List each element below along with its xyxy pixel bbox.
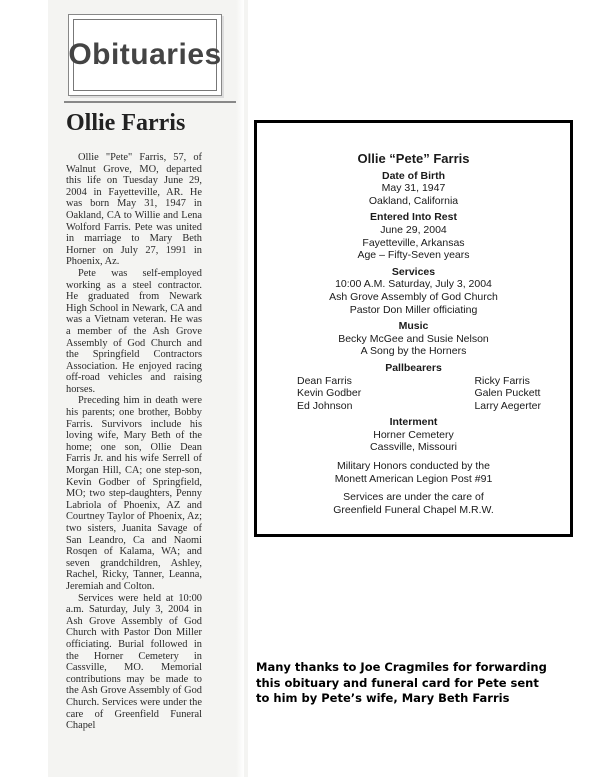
services-time: 10:00 A.M. Saturday, July 3, 2004 xyxy=(335,278,492,291)
age-line: Age – Fifty-Seven years xyxy=(357,249,470,262)
obituaries-header-box xyxy=(68,14,222,96)
rest-place: Fayetteville, Arkansas xyxy=(362,236,465,249)
obituary-paragraph: Services were held at 10:00 a.m. Saturday, July 3, 2004 in Ash Grove Assembly of God Church with Pastor Don Miller officiating. Burial followed in the Horner Cemetery in Cassville, MO. Memorial contributions may be made to the Ash Grove Assembly of God Church. Services were under the care of Greenfield Funeral Chapel xyxy=(66,592,202,732)
pallbearers-right-column xyxy=(474,375,541,413)
obituary-paragraph: Pete was self-employed working as a steel contractor. He graduated from Newark High School in Newark, CA and was a Vietnam veteran. He was a member of the Ash Grove Assembly of God Church and the Springfield Contractors Association. He enjoyed racing off-road vehicles and raising horses. xyxy=(66,267,202,395)
obituary-text xyxy=(66,152,202,732)
thanks-line: this obituary and funeral card for Pete sent xyxy=(256,675,539,690)
thanks-line: Many thanks to Joe Cragmiles for forwarding xyxy=(256,660,547,674)
pallbearer: Larry Aegerter xyxy=(474,399,541,412)
pallbearers-left-column xyxy=(297,375,361,413)
pallbearer: Galen Puckett xyxy=(474,387,541,400)
honors-line: Military Honors conducted by the xyxy=(337,460,490,473)
care-line: Services are under the care of xyxy=(343,491,484,504)
obituaries-header: Obituaries xyxy=(68,38,222,71)
obituary-paragraph: Preceding him in death were his parents; one brother, Bobby Farris. Survivors include his loving wife, Mary Beth of the home; one son, Ollie Dean Farris Jr. and his wife Serrell of Morgan Hill, CA; one step-son, Kevin Godber of Springfield, MO; two step-daughters, Penny Labriola of Phoenix, AZ and Courtney Taylor of Phoenix, Az; two sisters, Juanita Savage of San Leandro, Ca and Naomi Rosqen of Kalama, WA; and seven grandchildren, Ashley, Rachel, Ricky, Tanner, Leanna, Jeremiah and Colton. xyxy=(66,395,202,592)
music-line: Becky McGee and Susie Nelson xyxy=(338,332,489,345)
rest-date: June 29, 2004 xyxy=(380,223,447,236)
pallbearers-heading: Pallbearers xyxy=(385,361,442,374)
interment-heading: Interment xyxy=(389,416,438,429)
birth-place: Oakland, California xyxy=(368,194,459,207)
pallbearer: Dean Farris xyxy=(297,374,352,387)
pallbearer: Ed Johnson xyxy=(297,399,353,412)
obituary-name: Ollie Farris xyxy=(66,110,186,136)
services-heading: Services xyxy=(391,265,436,278)
care-line: Greenfield Funeral Chapel M.R.W. xyxy=(333,503,494,516)
pallbearer: Ricky Farris xyxy=(474,374,530,387)
pallbearers-list xyxy=(257,375,570,413)
obituaries-header-frame xyxy=(68,19,222,91)
pallbearer: Kevin Godber xyxy=(297,387,362,400)
card-title: Ollie “Pete” Farris xyxy=(357,151,470,166)
rest-heading: Entered Into Rest xyxy=(370,211,457,224)
thanks-note xyxy=(256,660,591,707)
birth-heading: Date of Birth xyxy=(382,169,445,182)
music-heading: Music xyxy=(398,320,429,333)
honors-line: Monett American Legion Post #91 xyxy=(334,472,493,485)
services-place: Ash Grove Assembly of God Church xyxy=(329,290,498,303)
thanks-line: to him by Pete’s wife, Mary Beth Farris xyxy=(256,691,510,705)
obituary-paragraph: Ollie "Pete" Farris, 57, of Walnut Grove, MO, departed this life on Tuesday June 29, 2004 in Fayetteville, AR. He was born May 31, 1947 in Oakland, CA to Willie and Lena Wolford Farris. Pete was united in marriage to Mary Beth Horner on July 27, 1991 in Phoenix, Az. xyxy=(66,152,202,268)
interment-city: Cassville, Missouri xyxy=(370,441,457,454)
music-line: A Song by the Horners xyxy=(360,345,467,358)
clipping-edge xyxy=(236,0,244,777)
header-rule xyxy=(64,101,236,103)
funeral-card xyxy=(254,120,573,537)
services-officiant: Pastor Don Miller officiating xyxy=(349,303,478,316)
birth-date: May 31, 1947 xyxy=(381,182,446,195)
interment-place: Horner Cemetery xyxy=(373,428,454,441)
